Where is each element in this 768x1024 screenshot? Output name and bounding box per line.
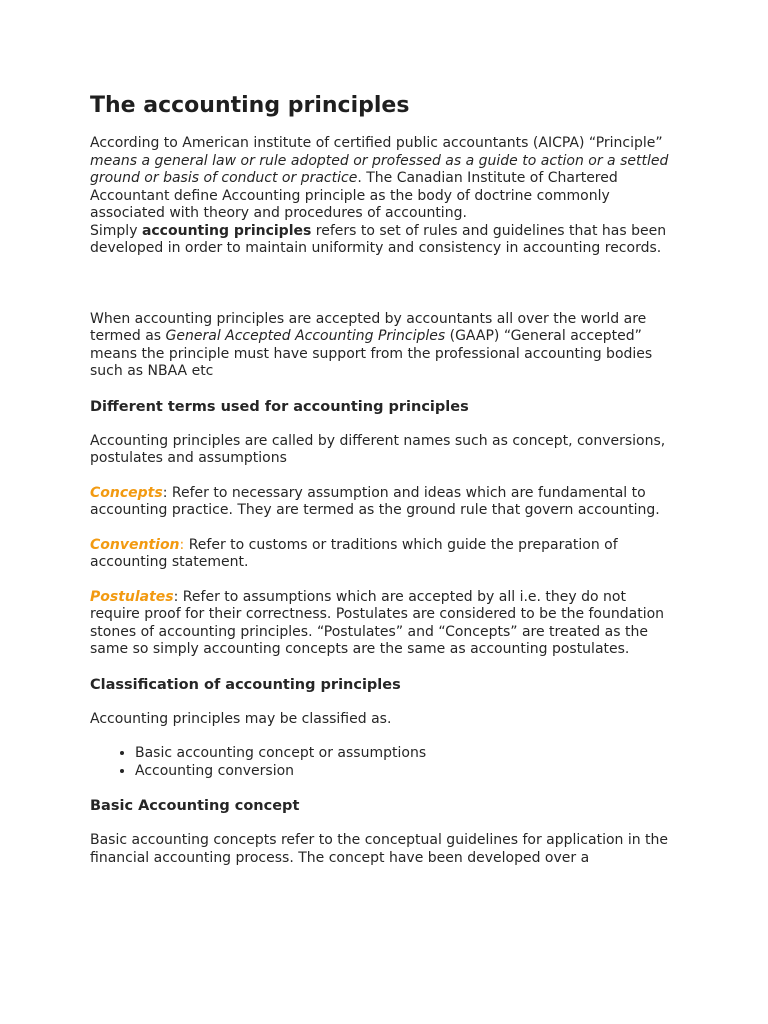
term-text: Refer to assumptions which are accepted by all i.e. they do not require proof for their correctness. Postulates are considered to be the foundation stones of accounting principles. “Postulates” and “Concepts” are treated as the same so simply accounting concepts are the same as accounting postulates.: [90, 588, 665, 657]
intro-text: refers to set of rules and guidelines that has been developed in order to maintain uniformity and consistency in accounting records.: [90, 222, 667, 256]
intro-text: According to American institute of certified public accountants (AICPA) “Principle”: [90, 135, 663, 151]
section-heading-terms: Different terms used for accounting principles: [90, 398, 469, 415]
gaap-paragraph: [90, 311, 678, 381]
term-name: Concepts: [90, 484, 163, 501]
section-heading-classification: Classification of accounting principles: [90, 676, 401, 693]
term-separator: :: [162, 484, 168, 501]
term-separator: :: [179, 536, 185, 553]
intro-text: . The Canadian Institute of Chartered Accountant define Accounting principle as the body of doctrine commonly associated with theory and procedures of accounting.: [90, 170, 618, 221]
term-definition: [90, 589, 678, 659]
intro-paragraph-2: [90, 223, 678, 258]
page-title: The accounting principles: [90, 93, 410, 118]
principle-definition: means a general law or rule adopted or professed as a guide to action or a settled ground or basis of conduct or practice: [90, 152, 669, 186]
gaap-text: (GAAP) “General accepted” means the principle must have support from the professional accounting bodies such as NBAA etc: [90, 328, 653, 379]
term-text: Refer to necessary assumption and ideas which are fundamental to accounting practice. They are termed as the ground rule that govern accounting.: [90, 484, 660, 518]
term-text: Refer to customs or traditions which guide the preparation of accounting statement.: [90, 536, 618, 570]
terms-intro: Accounting principles are called by different names such as concept, conversions, postulates and assumptions: [90, 432, 666, 466]
section-heading-basic-concept: Basic Accounting concept: [90, 798, 300, 814]
gaap-term: General Accepted Accounting Principles: [165, 328, 446, 344]
intro-paragraph-1: [90, 135, 678, 223]
list-item: • Basic accounting concept or assumptions: [135, 745, 678, 763]
term-name: Postulates: [90, 588, 174, 605]
term-definition: [90, 537, 678, 572]
term-definition: [90, 485, 678, 520]
basic-concept-paragraph: Basic accounting concepts refer to the conceptual guidelines for application in the financial accounting process. The concept have been developed over a: [90, 832, 669, 866]
list-item: • Accounting conversion: [135, 763, 678, 781]
term-name: Convention: [90, 536, 180, 553]
intro-text: Simply: [90, 222, 142, 239]
key-term: accounting principles: [141, 222, 312, 239]
classification-intro: Accounting principles may be classified as.: [90, 710, 392, 727]
term-separator: :: [173, 588, 179, 605]
gaap-text: When accounting principles are accepted by accountants all over the world are termed as: [90, 310, 647, 344]
classification-list: [90, 745, 678, 780]
